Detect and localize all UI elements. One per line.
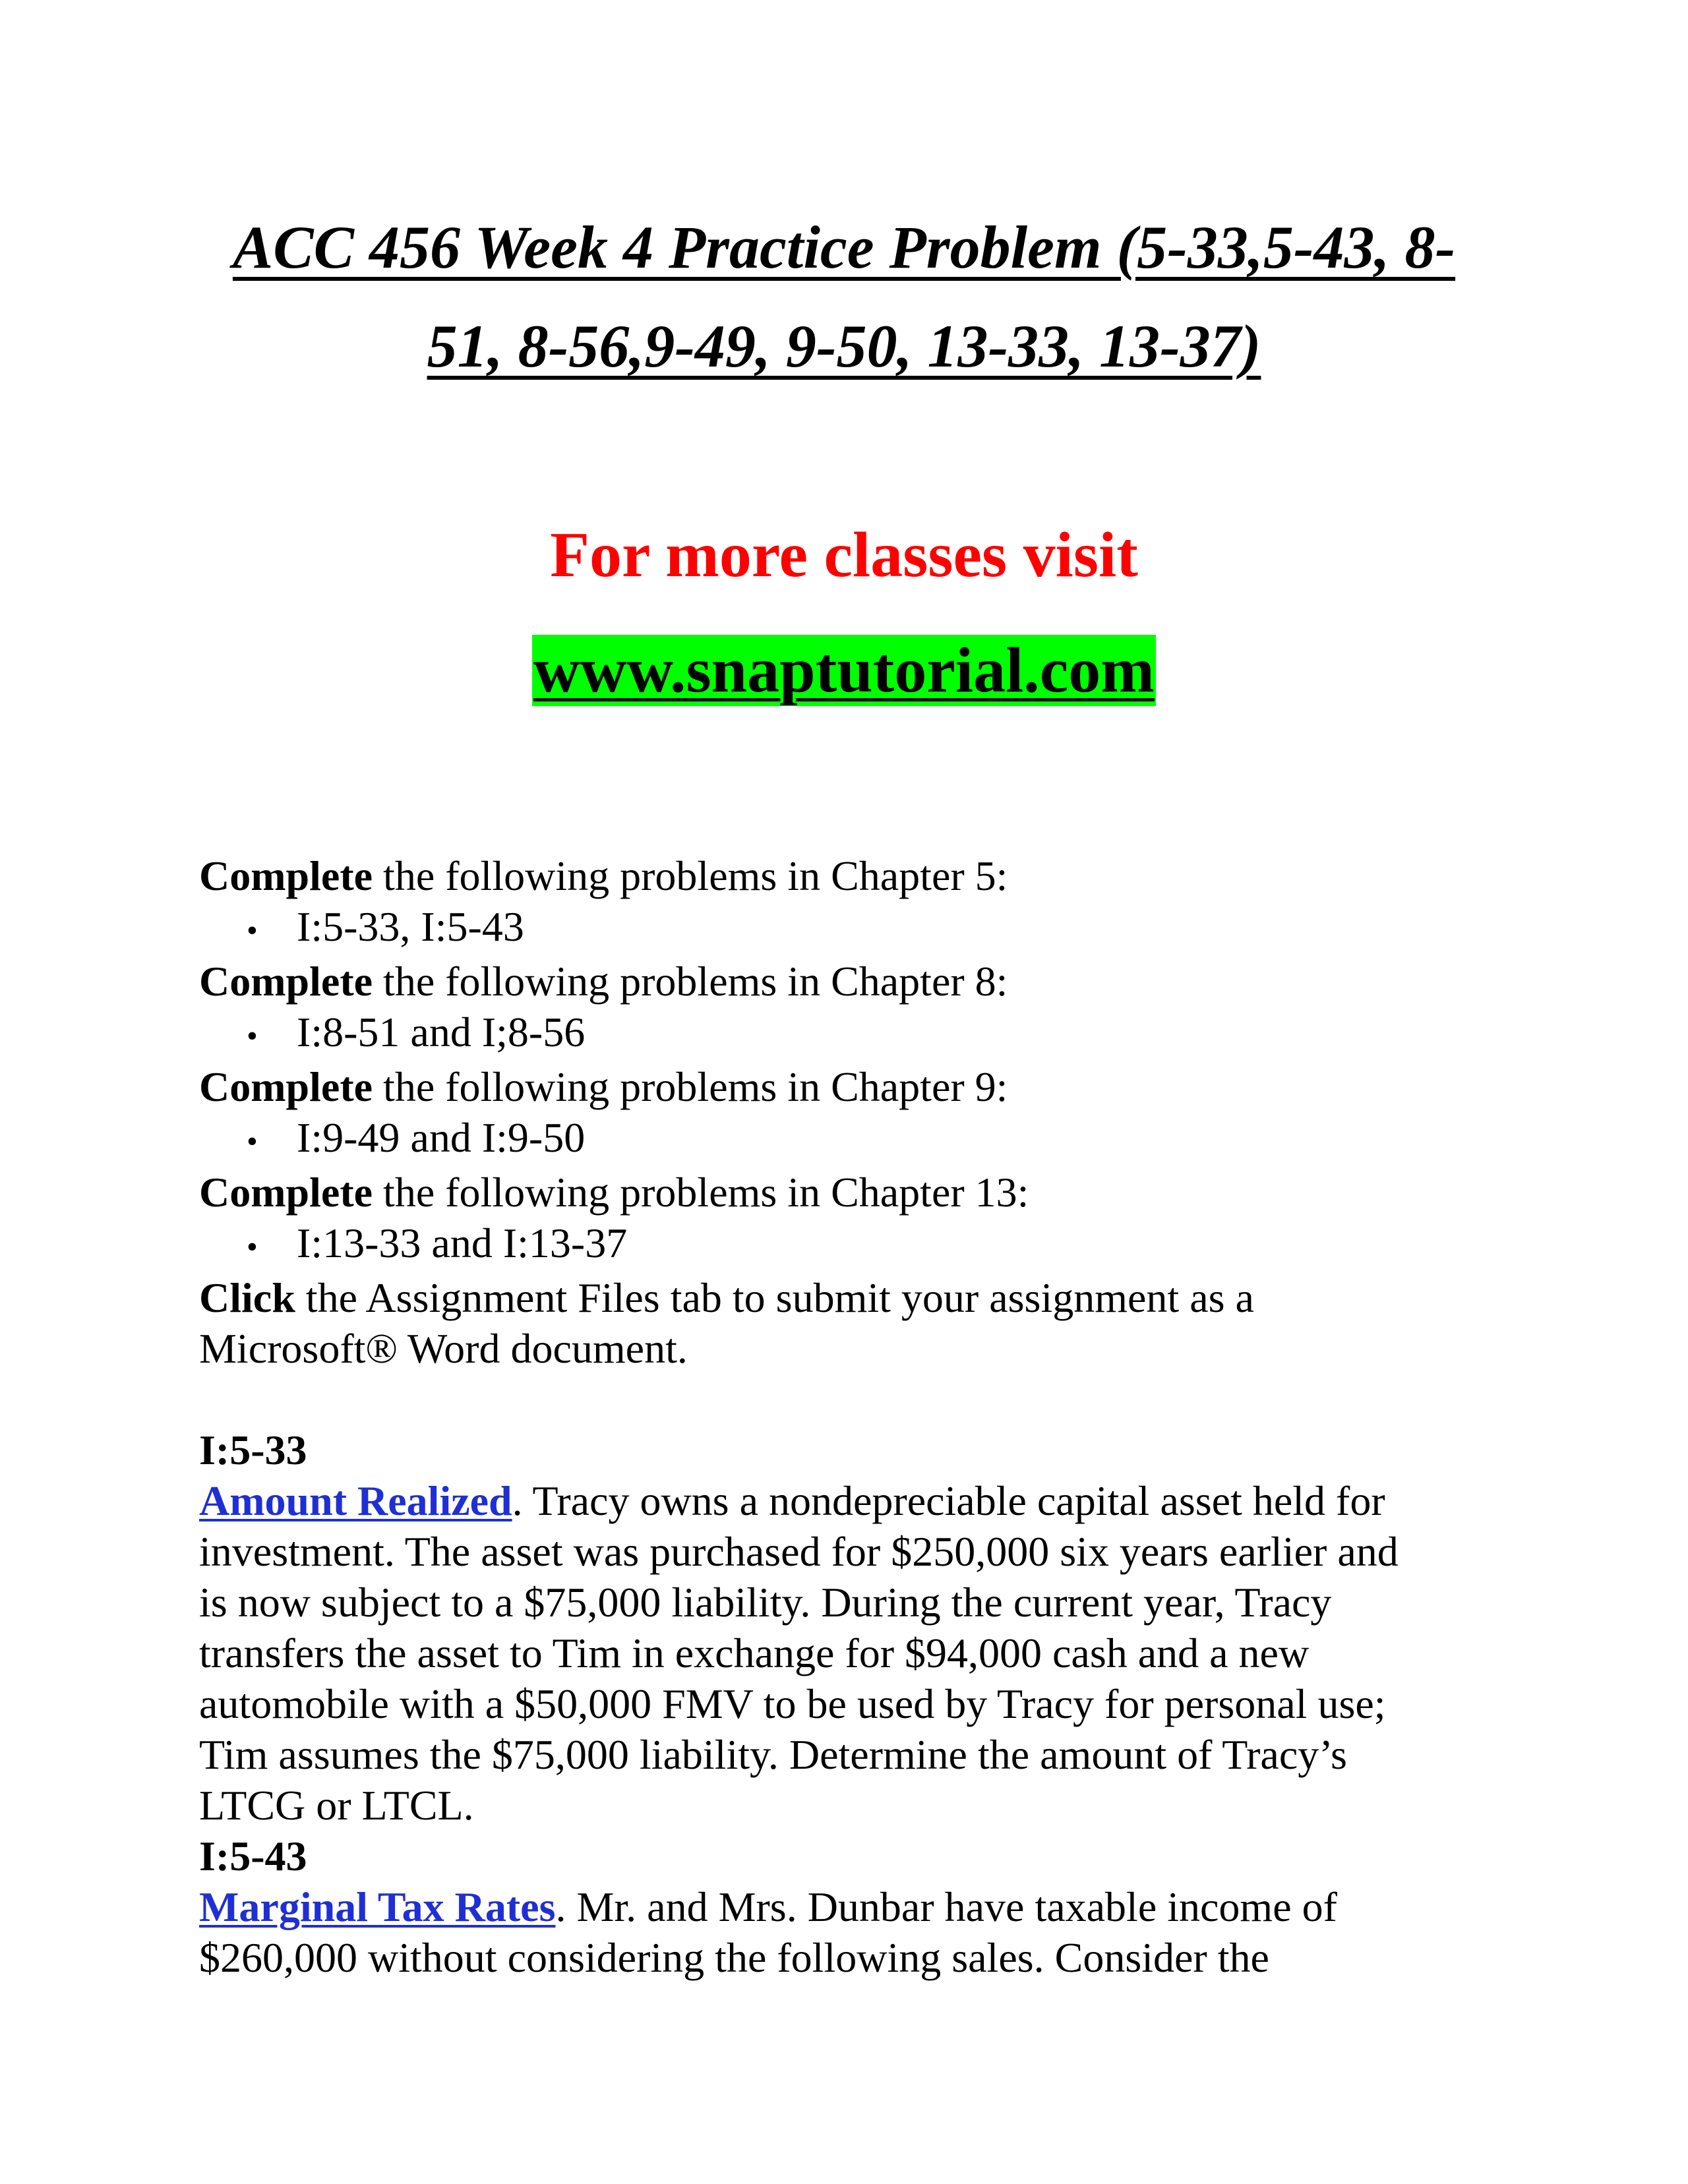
instruction-lead: Complete	[199, 958, 373, 1005]
click-note-text: the Assignment Files tab to submit your assignment as a	[295, 1274, 1254, 1321]
bullet-icon: •	[247, 1229, 258, 1264]
promo-text: For more classes visit	[550, 519, 1138, 591]
problem-line: $260,000 without considering the following sales. Consider the	[199, 1934, 1269, 1981]
instruction-chapter-8	[199, 956, 1492, 1007]
instruction-chapter-9	[199, 1061, 1492, 1112]
instruction-chapter-13	[199, 1167, 1492, 1218]
instruction-text: the following problems in Chapter 9:	[373, 1063, 1008, 1110]
problem-line: is now subject to a $75,000 liability. During the current year, Tracy	[199, 1579, 1332, 1626]
spacer	[199, 1374, 1492, 1425]
topic-link-marginal-tax-rates[interactable]: Marginal Tax Rates	[199, 1883, 556, 1930]
document-body	[199, 850, 1492, 1983]
problem-line: automobile with a $50,000 FMV to be used by Tracy for personal use;	[199, 1680, 1386, 1727]
bullet-icon: •	[247, 913, 258, 948]
instruction-chapter-5	[199, 850, 1492, 901]
problem-id-5-33: I:5-33	[199, 1427, 307, 1473]
instruction-lead: Complete	[199, 1169, 373, 1216]
list-item	[199, 1112, 1492, 1167]
list-item	[199, 1007, 1492, 1061]
problem-line: transfers the asset to Tim in exchange for $94,000 cash and a new	[199, 1630, 1310, 1676]
instruction-lead: Complete	[199, 1063, 373, 1110]
title-line-1: ACC 456 Week 4 Practice Problem (5-33,5-43, 8-	[232, 214, 1456, 281]
list-item-text: I:8-51 and I;8-56	[297, 1009, 586, 1055]
click-note-line-1	[199, 1272, 1492, 1323]
problem-text: . Mr. and Mrs. Dunbar have taxable income of	[555, 1883, 1337, 1930]
problem-line: Tim assumes the $75,000 liability. Determine the amount of Tracy’s	[199, 1731, 1347, 1778]
bullet-icon: •	[247, 1018, 258, 1053]
problem-id-5-43: I:5-43	[199, 1833, 307, 1879]
list-item-text: I:9-49 and I:9-50	[297, 1114, 586, 1161]
click-note-line-2: Microsoft® Word document.	[199, 1325, 688, 1372]
list-item-text: I:13-33 and I:13-37	[297, 1220, 628, 1266]
topic-link-amount-realized[interactable]: Amount Realized	[199, 1477, 512, 1524]
instruction-text: the following problems in Chapter 13:	[373, 1169, 1029, 1216]
title-line-2: 51, 8-56,9-49, 9-50, 13-33, 13-37)	[427, 312, 1261, 380]
problem-line	[199, 1475, 1492, 1526]
list-item	[199, 1218, 1492, 1272]
document-title	[191, 198, 1497, 396]
problem-line: investment. The asset was purchased for $250,000 six years earlier and	[199, 1528, 1399, 1575]
promo-url-wrap	[0, 632, 1688, 709]
problem-line	[199, 1881, 1492, 1932]
bullet-icon: •	[247, 1124, 258, 1159]
click-note-lead: Click	[199, 1274, 295, 1321]
instruction-text: the following problems in Chapter 5:	[373, 852, 1008, 899]
list-item-text: I:5-33, I:5-43	[297, 903, 524, 950]
instruction-lead: Complete	[199, 852, 373, 899]
promo-url-link[interactable]: www.snaptutorial.com	[533, 635, 1155, 706]
problem-line: LTCG or LTCL.	[199, 1782, 474, 1829]
instruction-text: the following problems in Chapter 8:	[373, 958, 1008, 1005]
problem-text: . Tracy owns a nondepreciable capital asset held for	[512, 1477, 1385, 1524]
list-item	[199, 901, 1492, 956]
